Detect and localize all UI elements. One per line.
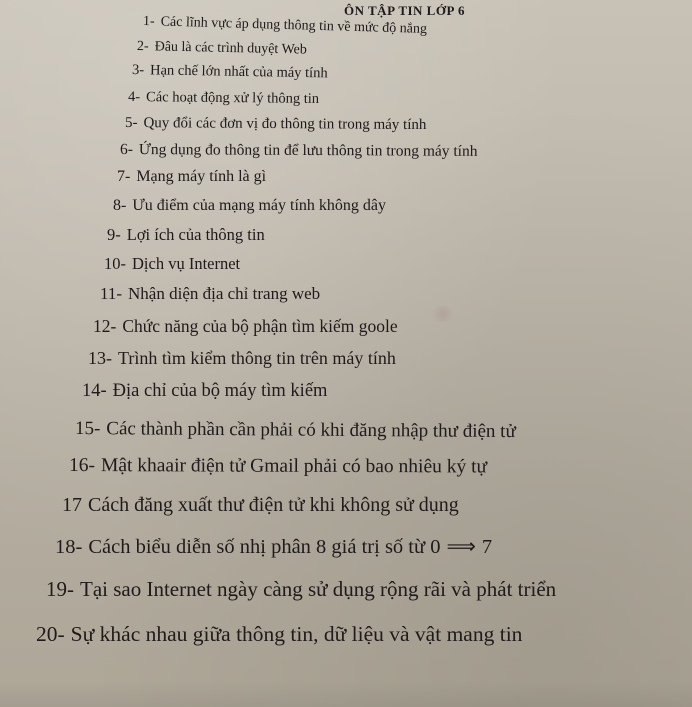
item-text: Địa chỉ của bộ máy tìm kiếm xyxy=(112,381,328,401)
item-number: 3- xyxy=(131,62,145,79)
list-item xyxy=(132,62,328,82)
item-number: 9- xyxy=(107,225,121,244)
item-text: Nhận diện địa chỉ trang web xyxy=(128,284,321,303)
item-number: 17 xyxy=(62,494,82,516)
item-text: Lợi ích của thông tin xyxy=(126,225,265,244)
list-item xyxy=(75,418,516,443)
item-number: 7- xyxy=(117,168,131,185)
item-text: Sự khác nhau giữa thông tin, dữ liệu và vật mang tin xyxy=(70,622,523,646)
document-title: ÔN TẬP TIN LỚP 6 xyxy=(344,3,465,18)
item-number: 12- xyxy=(93,316,117,336)
item-text: Đâu là các trình duyệt Web xyxy=(154,39,307,58)
item-number: 19- xyxy=(46,577,74,601)
item-number: 20- xyxy=(36,622,65,646)
item-number: 18- xyxy=(55,536,83,558)
item-text: Các thành phần cần phải có khi đăng nhập thư điện tử xyxy=(106,418,516,443)
item-text: Mạng máy tính là gì xyxy=(136,168,267,185)
list-item xyxy=(100,284,320,304)
item-number: 16- xyxy=(68,455,96,477)
list-item xyxy=(107,225,265,245)
item-text: Trình tìm kiểm thông tin trên máy tính xyxy=(118,348,396,368)
list-item xyxy=(125,115,427,134)
item-text: Các lĩnh vực áp dụng thông tin về mức độ nắng xyxy=(160,14,428,37)
item-number: 5- xyxy=(124,115,138,132)
item-tail: 7 xyxy=(481,536,493,558)
arrow-right-icon: ⟹ xyxy=(446,536,476,558)
item-number: 10- xyxy=(104,254,126,273)
item-number: 11- xyxy=(100,284,123,303)
item-number: 1- xyxy=(142,14,155,30)
item-number: 15- xyxy=(74,418,101,440)
item-number: 4- xyxy=(127,89,141,106)
list-item xyxy=(104,254,240,274)
item-text: Ứng dụng đo thông tin để lưu thông tin trong máy tính xyxy=(138,141,478,160)
list-item xyxy=(55,534,492,559)
list-item xyxy=(128,89,319,108)
item-text: Hạn chế lớn nhất của máy tính xyxy=(149,62,328,82)
ink-smudge xyxy=(430,306,456,322)
item-number: 6- xyxy=(119,141,133,159)
item-number: 13- xyxy=(88,348,112,368)
item-text: Cách đăng xuất thư điện tử khi không sử dụng xyxy=(88,494,459,516)
item-text: Tại sao Internet ngày càng sử dụng rộng rãi và phát triển xyxy=(80,577,557,601)
item-text: Mật khaair điện tử Gmail phải có bao nhiêu ký tự xyxy=(100,455,488,478)
list-item xyxy=(113,197,386,215)
item-text: Ưu điểm của mạng máy tính không dây xyxy=(132,197,387,214)
item-number: 14- xyxy=(82,381,107,401)
list-item xyxy=(120,141,478,161)
list-item xyxy=(117,168,266,186)
item-number: 8- xyxy=(113,197,127,214)
list-item xyxy=(88,348,396,369)
list-item xyxy=(36,622,522,647)
item-number: 2- xyxy=(136,39,149,55)
item-text: Các hoạt động xử lý thông tin xyxy=(146,89,320,108)
item-text: Cách biểu diễn số nhị phân 8 giá trị số từ 0 xyxy=(88,536,441,558)
item-text: Dịch vụ Internet xyxy=(132,254,241,273)
page-shadow xyxy=(0,680,692,707)
item-text: Chức năng của bộ phận tìm kiếm goole xyxy=(122,316,398,336)
list-item xyxy=(137,39,307,59)
list-item xyxy=(62,494,459,517)
list-item xyxy=(93,316,398,337)
list-item xyxy=(82,381,327,402)
list-item xyxy=(69,455,487,478)
item-text: Quy đổi các đơn vị đo thông tin trong máy tính xyxy=(143,115,427,134)
list-item xyxy=(46,577,556,602)
